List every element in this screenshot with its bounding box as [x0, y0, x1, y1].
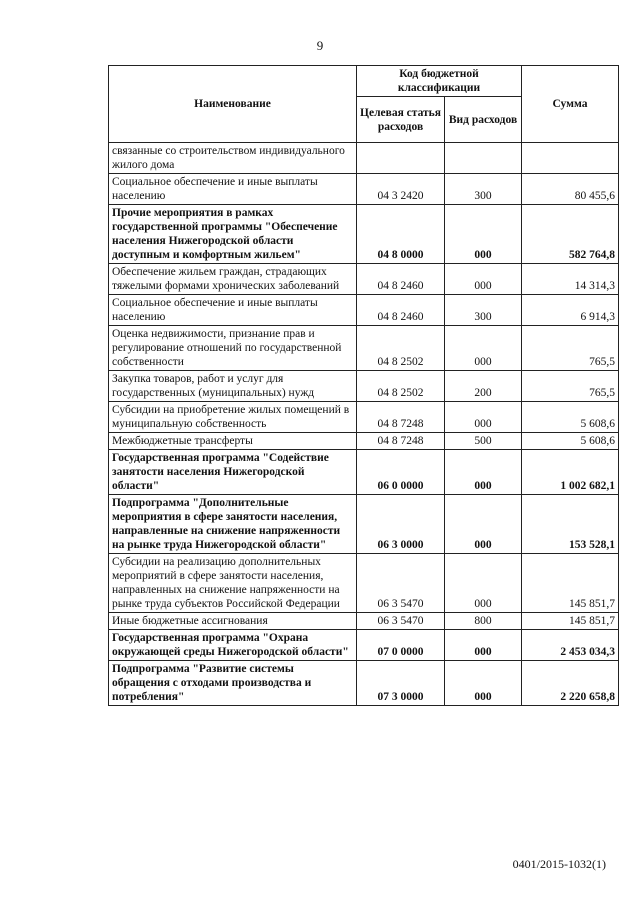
row-amount: 14 314,3 [522, 264, 619, 295]
row-amount: 765,5 [522, 371, 619, 402]
row-amount: 5 608,6 [522, 402, 619, 433]
header-name: Наименование [109, 66, 357, 143]
row-expense-type: 000 [445, 495, 522, 554]
row-name: Обеспечение жильем граждан, страдающих тяжелыми формами хронических заболеваний [109, 264, 357, 295]
row-amount: 153 528,1 [522, 495, 619, 554]
row-target-article: 04 8 2460 [357, 295, 445, 326]
table-row [109, 402, 619, 433]
table-row [109, 295, 619, 326]
table-row [109, 174, 619, 205]
row-name: Оценка недвижимости, признание прав и регулирование отношений по государственной собственности [109, 326, 357, 371]
row-target-article: 04 8 7248 [357, 402, 445, 433]
row-target-article: 04 3 2420 [357, 174, 445, 205]
row-expense-type: 300 [445, 295, 522, 326]
row-expense-type: 500 [445, 433, 522, 450]
table-row [109, 143, 619, 174]
row-expense-type: 000 [445, 402, 522, 433]
row-amount: 582 764,8 [522, 205, 619, 264]
row-amount: 1 002 682,1 [522, 450, 619, 495]
row-name: Межбюджетные трансферты [109, 433, 357, 450]
row-amount: 5 608,6 [522, 433, 619, 450]
table-row [109, 450, 619, 495]
row-target-article: 04 8 2502 [357, 371, 445, 402]
header-code-group: Код бюджетной классификации [357, 66, 522, 97]
table-row [109, 433, 619, 450]
row-name: Подпрограмма "Дополнительные мероприятия в сфере занятости населения, направленные на снижение напряженности на рынке труда Нижегородской области" [109, 495, 357, 554]
row-expense-type: 800 [445, 613, 522, 630]
table-row [109, 326, 619, 371]
row-name: Прочие мероприятия в рамках государственной программы "Обеспечение населения Нижегородской области доступным и комфортным жильем" [109, 205, 357, 264]
table-header [109, 66, 619, 143]
table-row [109, 495, 619, 554]
table-row [109, 371, 619, 402]
row-target-article: 06 0 0000 [357, 450, 445, 495]
page-number: 9 [316, 38, 324, 53]
row-name: Закупка товаров, работ и услуг для государственных (муниципальных) нужд [109, 371, 357, 402]
row-amount: 6 914,3 [522, 295, 619, 326]
row-amount: 145 851,7 [522, 613, 619, 630]
row-name: Социальное обеспечение и иные выплаты населению [109, 174, 357, 205]
row-expense-type: 000 [445, 205, 522, 264]
row-expense-type: 000 [445, 554, 522, 613]
row-name: Социальное обеспечение и иные выплаты населению [109, 295, 357, 326]
row-target-article: 07 0 0000 [357, 630, 445, 661]
budget-table [108, 65, 619, 706]
row-target-article [357, 143, 445, 174]
row-amount: 765,5 [522, 326, 619, 371]
table-row [109, 264, 619, 295]
row-target-article: 06 3 5470 [357, 613, 445, 630]
row-amount [522, 143, 619, 174]
row-expense-type: 000 [445, 326, 522, 371]
row-expense-type: 000 [445, 630, 522, 661]
row-target-article: 04 8 2502 [357, 326, 445, 371]
row-target-article: 04 8 0000 [357, 205, 445, 264]
row-amount: 2 453 034,3 [522, 630, 619, 661]
document-code: 0401/2015-1032(1) [512, 857, 606, 871]
table-row [109, 630, 619, 661]
header-amount: Сумма [522, 66, 619, 143]
row-expense-type: 000 [445, 661, 522, 706]
row-expense-type: 300 [445, 174, 522, 205]
row-expense-type: 000 [445, 264, 522, 295]
row-name: Субсидии на приобретение жилых помещений в муниципальную собственность [109, 402, 357, 433]
header-expense-type: Вид расходов [445, 97, 522, 143]
row-name: Иные бюджетные ассигнования [109, 613, 357, 630]
table-row [109, 205, 619, 264]
row-expense-type: 000 [445, 450, 522, 495]
table-body [109, 143, 619, 706]
row-target-article: 04 8 7248 [357, 433, 445, 450]
row-name: Государственная программа "Охрана окружающей среды Нижегородской области" [109, 630, 357, 661]
row-target-article: 06 3 5470 [357, 554, 445, 613]
row-target-article: 07 3 0000 [357, 661, 445, 706]
row-expense-type: 200 [445, 371, 522, 402]
row-amount: 80 455,6 [522, 174, 619, 205]
row-expense-type [445, 143, 522, 174]
row-name: связанные со строительством индивидуального жилого дома [109, 143, 357, 174]
row-amount: 2 220 658,8 [522, 661, 619, 706]
row-target-article: 04 8 2460 [357, 264, 445, 295]
row-name: Подпрограмма "Развитие системы обращения с отходами производства и потребления" [109, 661, 357, 706]
table-row [109, 554, 619, 613]
row-target-article: 06 3 0000 [357, 495, 445, 554]
row-name: Государственная программа "Содействие занятости населения Нижегородской области" [109, 450, 357, 495]
table-row [109, 661, 619, 706]
row-name: Субсидии на реализацию дополнительных мероприятий в сфере занятости населения, направленных на снижение напряженности на рынке труда субъектов Российской Федерации [109, 554, 357, 613]
row-amount: 145 851,7 [522, 554, 619, 613]
header-target-article: Целевая статья расходов [357, 97, 445, 143]
table-row [109, 613, 619, 630]
